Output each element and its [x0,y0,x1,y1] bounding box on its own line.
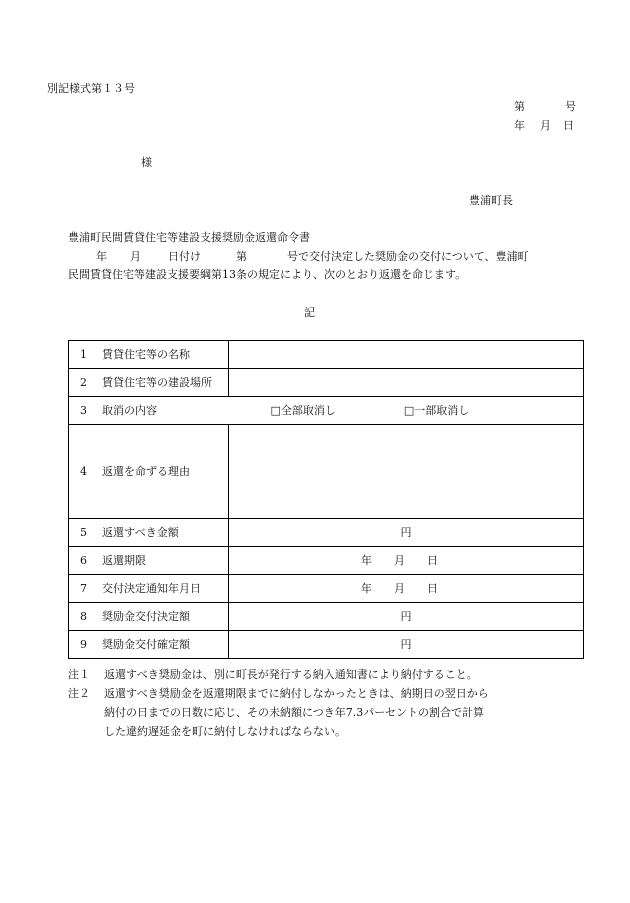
row-label-cell [69,631,229,659]
table-row [69,341,584,369]
date-day: 日 [427,553,438,567]
yen-unit: 円 [400,609,412,623]
table-row [69,603,584,631]
row-label: 返還を命ずる理由 [102,464,190,478]
table-row [69,575,584,603]
doc-date-month: 月 [540,119,551,132]
refund-amount-field[interactable] [229,519,584,547]
doc-date-day: 日 [563,119,574,132]
note-1-label: 注１ [68,668,90,681]
row-label-cell [69,369,229,397]
document-title: 豊浦町民間賃貸住宅等建設支援奨励金返還命令書 [68,231,310,244]
body-day: 日付け [168,250,201,263]
row-label: 返還すべき金額 [102,525,179,539]
row-label: 奨励金交付確定額 [102,637,190,651]
note-1-text: 返還すべき奨励金は、別に町長が発行する納入通知書により納付すること。 [104,668,478,681]
checkbox-cancel-all[interactable]: □全部取消し [270,403,336,417]
table-row [69,425,584,519]
row-label-cell [69,603,229,631]
row-label: 返還期限 [102,553,146,567]
row-number: 8 [80,609,87,623]
doc-number-suffix: 号 [565,100,576,113]
refund-deadline-field[interactable] [229,547,584,575]
detail-table [68,340,584,659]
row-number: 9 [80,637,87,651]
table-row [69,631,584,659]
row-number: 5 [80,525,87,539]
row-number: 7 [80,581,87,595]
table-row [69,519,584,547]
date-month: 月 [394,581,405,595]
note-2-line-2: 納付の日までの日数に応じ、その未納額につき年7.3パーセントの割合で計算 [104,706,485,719]
row-label-cell [69,547,229,575]
note-2-line-3: した違約遅延金を町に納付しなければならない。 [104,725,346,738]
addressee-suffix: 様 [141,156,152,169]
date-year: 年 [361,581,372,595]
body-month: 月 [130,250,141,263]
body-line1-rest: 号で交付決定した奨励金の交付について、豊浦町 [287,250,529,263]
table-row [69,397,584,425]
yen-unit: 円 [400,525,412,539]
doc-date-year: 年 [514,119,525,132]
row-number: 3 [80,403,87,417]
confirmed-amount-field[interactable] [229,631,584,659]
row-number: 4 [80,464,87,478]
notice-date-field[interactable] [229,575,584,603]
table-row [69,547,584,575]
body-number-prefix: 第 [236,250,247,263]
row-number: 1 [80,347,87,361]
reason-field[interactable] [229,425,584,519]
row-number: 2 [80,375,87,389]
row-label: 奨励金交付決定額 [102,609,190,623]
row-label-cell [69,341,229,369]
row-label: 交付決定通知年月日 [102,581,201,595]
note-2-line-1: 返還すべき奨励金を返還期限までに納付しなかったときは、納期日の翌日から [104,687,489,700]
table-row [69,369,584,397]
property-name-field[interactable] [229,341,584,369]
date-year: 年 [361,553,372,567]
issuer: 豊浦町長 [469,194,513,207]
date-day: 日 [427,581,438,595]
note-2-label: 注２ [68,687,90,700]
cancellation-options-cell [229,397,584,425]
row-label-cell [69,425,229,519]
decided-amount-field[interactable] [229,603,584,631]
ki-heading: 記 [304,306,315,319]
date-month: 月 [394,553,405,567]
body-year: 年 [96,250,107,263]
form-number: 別記様式第１３号 [47,82,135,95]
row-label: 賃貸住宅等の建設場所 [102,375,212,389]
row-label: 取消の内容 [102,403,157,417]
row-number: 6 [80,553,87,567]
row-label-cell [69,397,229,425]
row-label-cell [69,575,229,603]
row-label: 賃貸住宅等の名称 [102,347,190,361]
row-label-cell [69,519,229,547]
construction-site-field[interactable] [229,369,584,397]
body-line2: 民間賃貸住宅等建設支援要綱第13条の規定により、次のとおり返還を命じます。 [68,268,467,281]
checkbox-cancel-partial[interactable]: □一部取消し [403,403,470,417]
yen-unit: 円 [400,637,412,651]
doc-number-prefix: 第 [514,100,525,113]
